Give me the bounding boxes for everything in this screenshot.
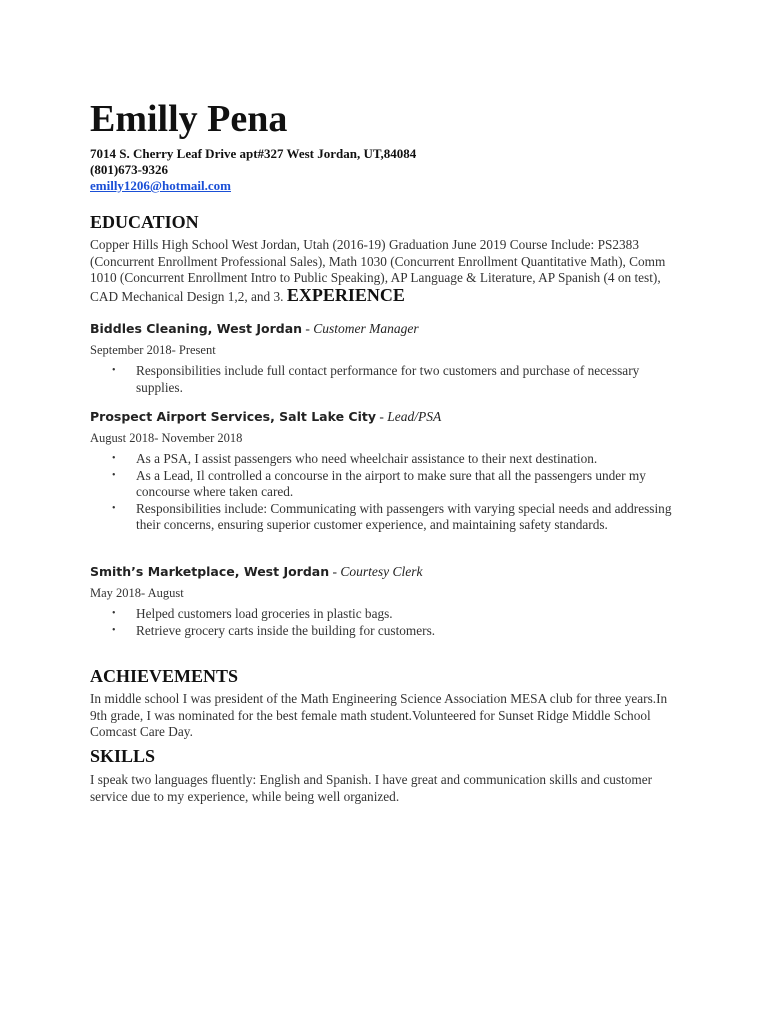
job-separator: - <box>329 564 341 579</box>
job-employer: Prospect Airport Services, Salt Lake City <box>90 409 377 424</box>
bullet-item <box>90 623 675 640</box>
candidate-name: Emilly Pena <box>90 98 288 140</box>
bullet-icon: • <box>112 469 116 481</box>
contact-block <box>90 146 416 194</box>
bullet-item <box>90 468 675 501</box>
bullet-item <box>90 606 675 623</box>
bullet-icon: • <box>112 624 116 636</box>
job-role: Lead/PSA <box>387 409 442 424</box>
bullet-text: Helped customers load groceries in plastic bags. <box>136 606 393 621</box>
job-title-line <box>90 320 419 337</box>
education-body: Copper Hills High School West Jordan, Utah (2016-19) Graduation June 2019 Course Include: PS2383 (Concurrent Enrollment Professional Sales), Math 1030 (Concurrent Enrollment Quantitative Math), Comm 1010 (Concurrent Enrollment Intro to Public Speaking), AP Language & Literature, AP Spanish (4 on test), CAD Mechanical Design 1,2, and 3. <box>90 237 666 304</box>
job-bullets <box>90 451 675 534</box>
achievements-text: In middle school I was president of the Math Engineering Science Association MESA club for three years.In 9th grade, I was nominated for the best female math student.Volunteered for Sunset Ridge Middle School Comcast Care Day. <box>90 691 668 739</box>
education-heading: EDUCATION <box>90 212 199 232</box>
job-dates: September 2018- Present <box>90 343 216 357</box>
bullet-icon: • <box>112 453 116 464</box>
bullet-icon: • <box>112 502 116 514</box>
job-dates: August 2018- November 2018 <box>90 431 243 445</box>
job-role: Customer Manager <box>313 321 419 336</box>
contact-phone: (801)673-9326 <box>90 162 168 177</box>
contact-email-link[interactable]: emilly1206@hotmail.com <box>90 178 231 193</box>
contact-address: 7014 S. Cherry Leaf Drive apt#327 West Jordan, UT,84084 <box>90 146 417 161</box>
job-title-line <box>90 408 441 425</box>
bullet-icon: • <box>112 365 116 376</box>
bullet-item <box>90 363 675 396</box>
bullet-text: Retrieve grocery carts inside the building for customers. <box>136 622 436 638</box>
skills-text: I speak two languages fluently: English and Spanish. I have great and communication skills and customer service due to my experience, while being well organized. <box>90 772 653 804</box>
bullet-text: Responsibilities include: Communicating with passengers with varying special needs and addressing their concerns, ensuring superior customer experience, and maintaining safety standards. <box>136 500 672 532</box>
bullet-text: As a Lead, Il controlled a concourse in the airport to make sure that all the passengers under my concourse where taken cared. <box>136 467 646 499</box>
job-employer: Smith’s Marketplace, West Jordan <box>90 564 330 579</box>
job-employer: Biddles Cleaning, West Jordan <box>90 321 303 336</box>
bullet-item <box>90 451 675 468</box>
job-role: Courtesy Clerk <box>340 564 423 579</box>
job-bullets <box>90 363 675 396</box>
skills-heading: SKILLS <box>90 746 156 766</box>
job-bullets <box>90 606 675 639</box>
education-text <box>90 237 675 305</box>
experience-heading: EXPERIENCE <box>286 284 405 305</box>
job-title-line <box>90 563 423 580</box>
bullet-text: As a PSA, I assist passengers who need wheelchair assistance to their next destination. <box>136 451 598 466</box>
job-separator: - <box>302 321 314 336</box>
bullet-icon: • <box>112 608 116 619</box>
job-separator: - <box>376 409 388 424</box>
bullet-item <box>90 501 675 534</box>
bullet-text: Responsibilities include full contact performance for two customers and purchase of necessary supplies. <box>136 363 640 395</box>
job-dates: May 2018- August <box>90 586 184 600</box>
achievements-heading: ACHIEVEMENTS <box>90 666 239 686</box>
